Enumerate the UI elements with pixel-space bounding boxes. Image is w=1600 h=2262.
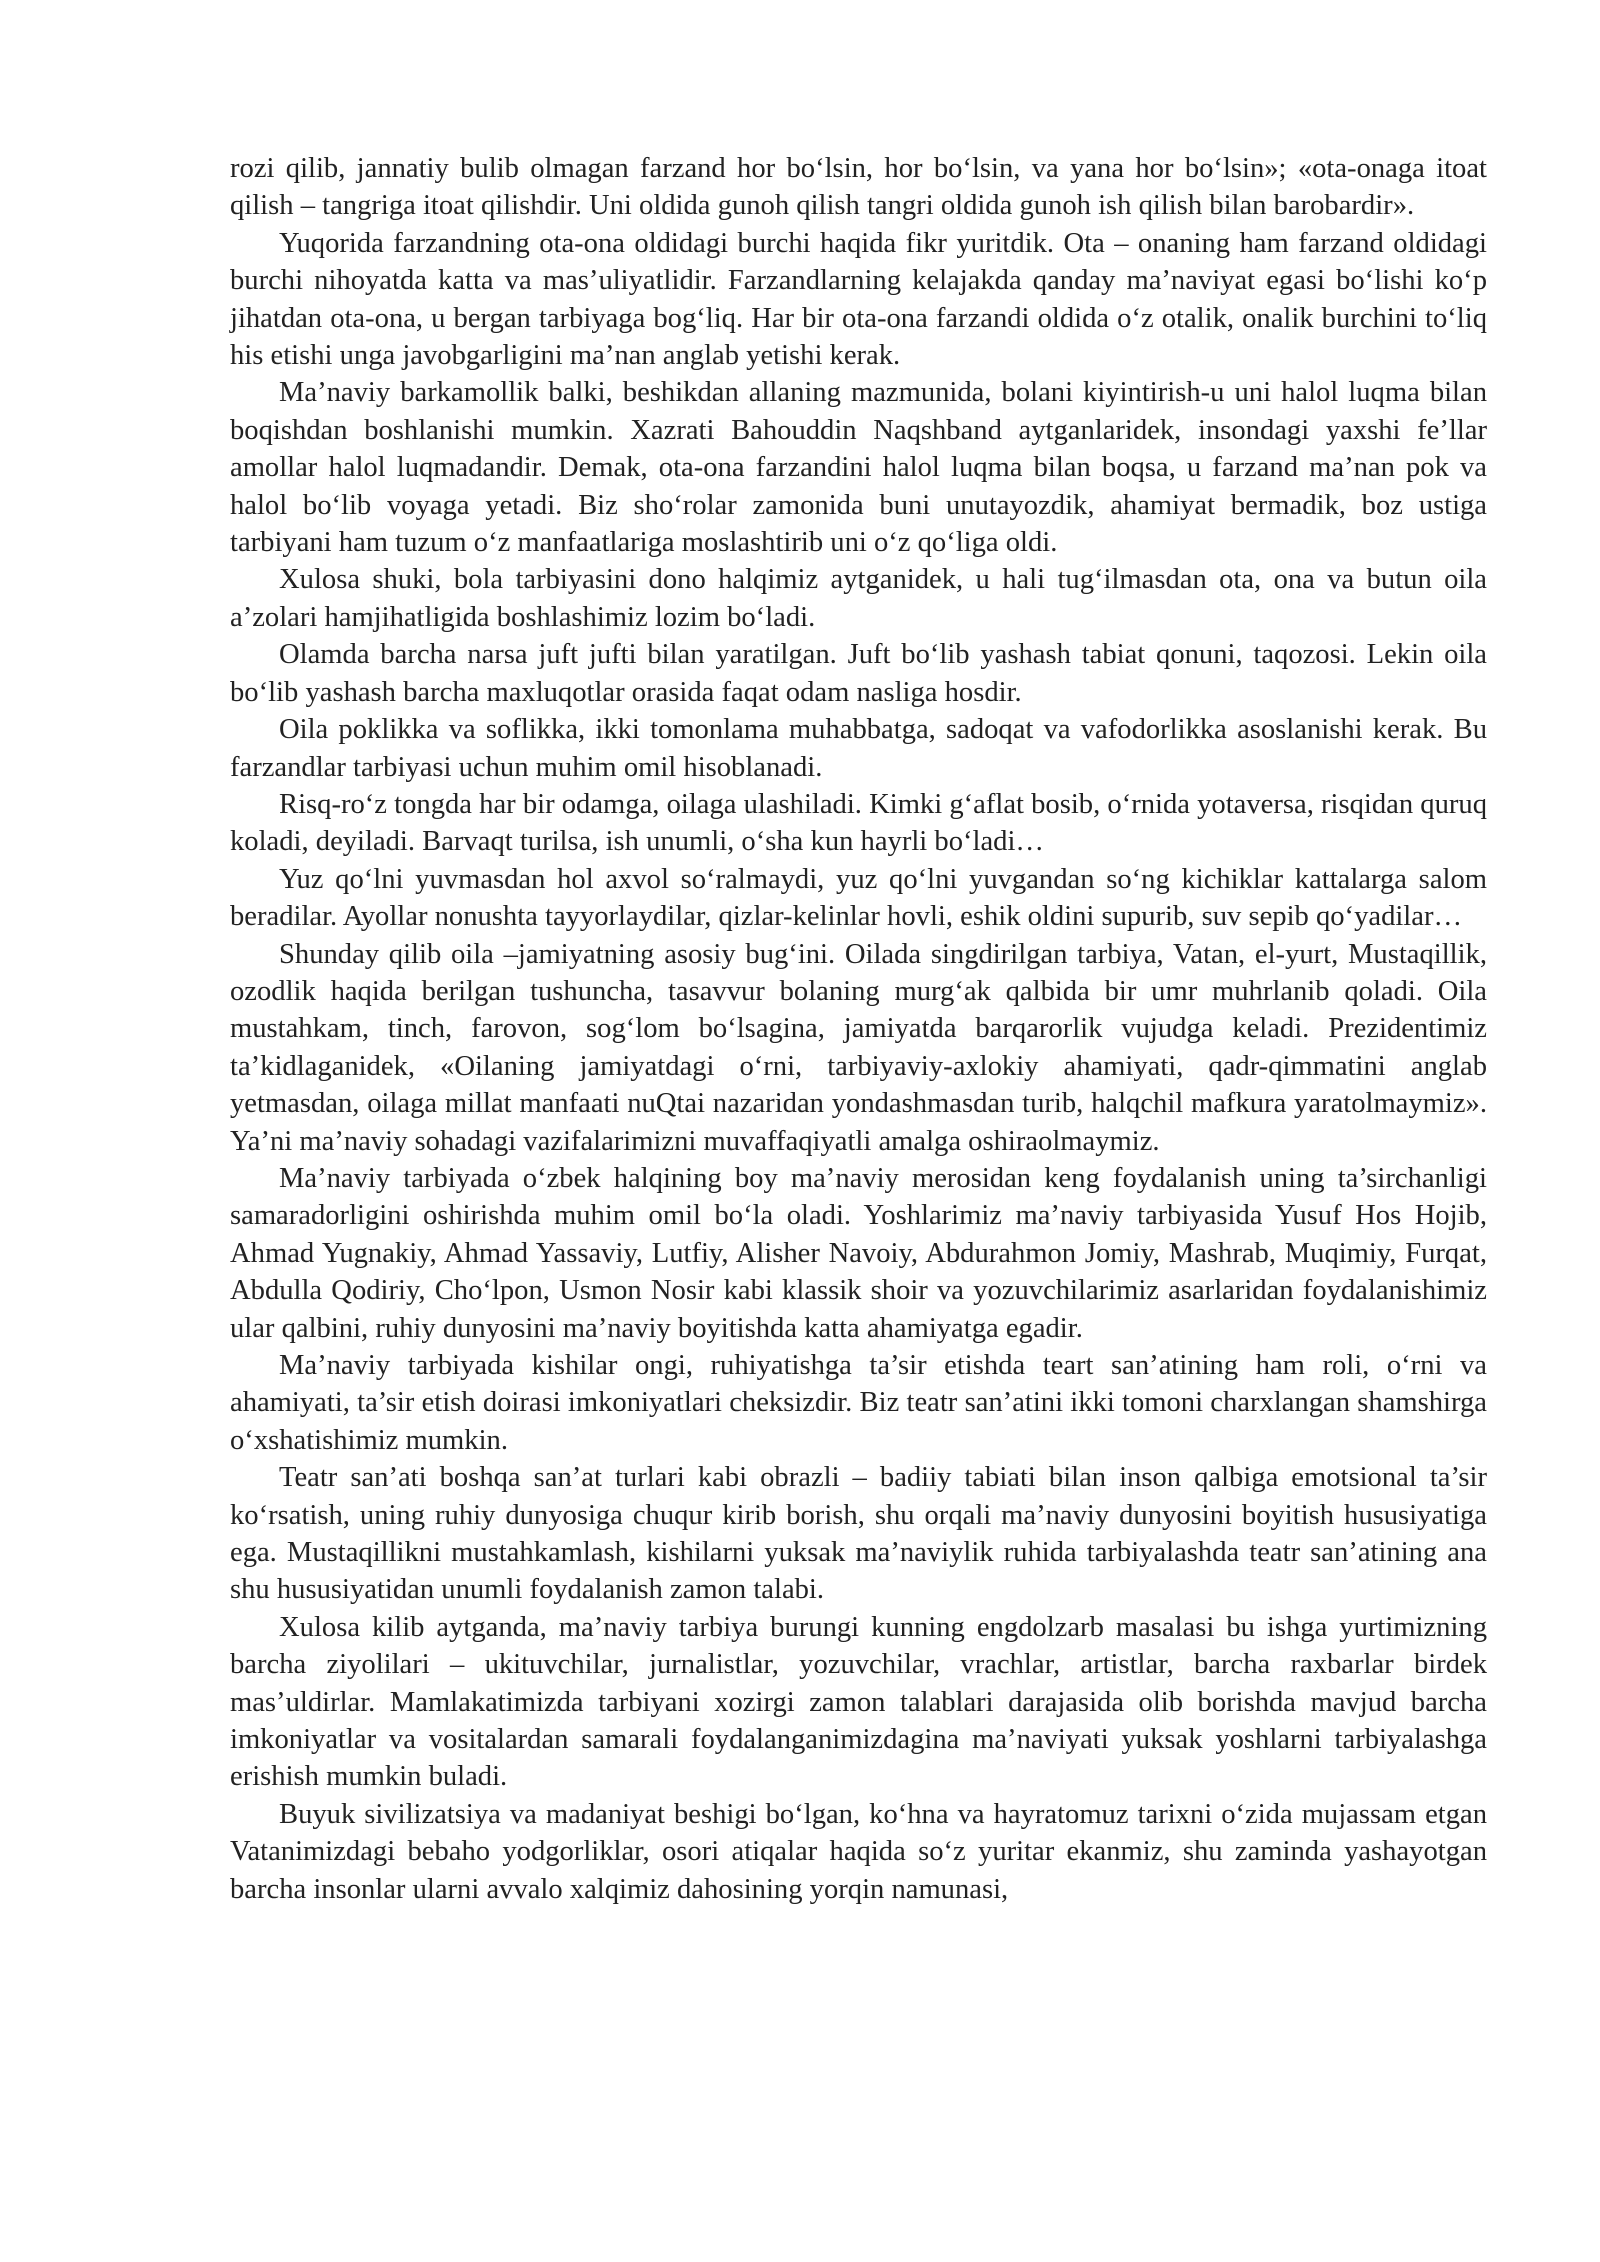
paragraph-14: Buyuk sivilizatsiya va madaniyat beshigi bo‘lgan, ko‘hna va hayratomuz tarixni o‘zida mujassam etgan Vatanimizdagi bebaho yodgorliklar, osori atiqalar haqida so‘z yuritar ekanmiz, shu zaminda yashayotgan barcha insonlar ularni avvalo xalqimiz dahosining yorqin namunasi,: [230, 1798, 1487, 1905]
paragraph-5: Olamda barcha narsa juft jufti bilan yaratilgan. Juft bo‘lib yashash tabiat qonuni, taqozosi. Lekin oila bo‘lib yashash barcha maxluqotlar orasida faqat odam nasliga hosdir.: [230, 639, 1487, 708]
paragraph-1: rozi qilib, jannatiy bulib olmagan farzand hor bo‘lsin, hor bo‘lsin, va yana hor bo‘lsin»; «ota-onaga itoat qilish – tangriga itoat qilishdir. Uni oldida gunoh qilish tangri oldida gunoh ish qilish bilan barobardir».: [230, 153, 1487, 222]
paragraph-8: Yuz qo‘lni yuvmasdan hol axvol so‘ralmaydi, yuz qo‘lni yuvgandan so‘ng kichiklar kattalarga salom beradilar. Ayollar nonushta tayyorlaydilar, qizlar-kelinlar hovli, eshik oldini supurib, suv sepib qo‘yadilar…: [230, 863, 1487, 933]
paragraph-2: Yuqorida farzandning ota-ona oldidagi burchi haqida fikr yuritdik. Ota – onaning ham farzand oldidagi burchi nihoyatda katta va mas’uliyatlidir. Farzandlarning kelajakda qanday ma’naviyat egasi bo‘lishi ko‘p jihatdan ota-ona, u bergan tarbiyaga bog‘liq. Har bir ota-ona farzandi oldida o‘z otalik, onalik burchini to‘liq his etishi unga javobgarligini ma’nan anglab yetishi kerak.: [230, 227, 1487, 372]
paragraph-4: Xulosa shuki, bola tarbiyasini dono halqimiz aytganidek, u hali tug‘ilmasdan ota, ona va butun oila a’zolari hamjihatligida boshlashimiz lozim bo‘ladi.: [230, 564, 1487, 633]
paragraph-10: Ma’naviy tarbiyada o‘zbek halqining boy ma’naviy merosidan keng foydalanish uning ta’sirchanligi samaradorligini oshirishda muhim omil bo‘la oladi. Yoshlarimiz ma’naviy tarbiyasida Yusuf Hos Hojib, Ahmad Yugnakiy, Ahmad Yassaviy, Lutfiy, Alisher Navoiy, Abdurahmon Jomiy, Mashrab, Muqimiy, Furqat, Abdulla Qodiriy, Cho‘lpon, Usmon Nosir kabi klassik shoir va yozuvchilarimiz asarlaridan foydalanishimiz ular qalbini, ruhiy dunyosini ma’naviy boyitishda katta ahamiyatga egadir.: [230, 1162, 1487, 1344]
paragraph-3: Ma’naviy barkamollik balki, beshikdan allaning mazmunida, bolani kiyintirish-u uni halol luqma bilan boqishdan boshlanishi mumkin. Xazrati Bahouddin Naqshband aytganlaridek, insondagi yaxshi fe’llar amollar halol luqmadandir. Demak, ota-ona farzandini halol luqma bilan boqsa, u farzand ma’nan pok va halol bo‘lib voyaga yetadi. Biz sho‘rolar zamonida buni unutayozdik, ahamiyat bermadik, boz ustiga tarbiyani ham tuzum o‘z manfaatlariga moslashtirib uni o‘z qo‘liga oldi.: [230, 377, 1487, 559]
paragraph-7: Risq-ro‘z tongda har bir odamga, oilaga ulashiladi. Kimki g‘aflat bosib, o‘rnida yotaversa, risqidan quruq koladi, deyiladi. Barvaqt turilsa, ish unumli, o‘sha kun hayrli bo‘ladi…: [230, 788, 1487, 858]
document-page: [230, 150, 1487, 1908]
paragraph-6: Oila poklikka va soflikka, ikki tomonlama muhabbatga, sadoqat va vafodorlikka asoslanishi kerak. Bu farzandlar tarbiyasi uchun muhim omil hisoblanadi.: [230, 714, 1487, 783]
paragraph-11: Ma’naviy tarbiyada kishilar ongi, ruhiyatishga ta’sir etishda teart san’atining ham roli, o‘rni va ahamiyati, ta’sir etish doirasi imkoniyatlari cheksizdir. Biz teatr san’atini ikki tomoni charxlangan shamshirga o‘xshatishimiz mumkin.: [230, 1350, 1487, 1456]
paragraph-9: Shunday qilib oila –jamiyatning asosiy bug‘ini. Oilada singdirilgan tarbiya, Vatan, el-yurt, Mustaqillik, ozodlik haqida berilgan tushuncha, tasavvur bolaning murg‘ak qalbida bir umr muhrlanib qoladi. Oila mustahkam, tinch, farovon, sog‘lom bo‘lsagina, jamiyatda barqarorlik vujudga keladi. Prezidentimiz ta’kidlaganidek, «Oilaning jamiyatdagi o‘rni, tarbiyaviy-axlokiy ahamiyati, qadr-qimmatini anglab yetmasdan, oilaga millat manfaati nuQtai nazaridan yondashmasdan turib, halqchil mafkura yaratolmaymiz». Ya’ni ma’naviy sohadagi vazifalarimizni muvaffaqiyatli amalga oshiraolmaymiz.: [230, 938, 1487, 1157]
paragraph-13: Xulosa kilib aytganda, ma’naviy tarbiya burungi kunning engdolzarb masalasi bu ishga yurtimizning barcha ziyolilari – ukituvchilar, jurnalistlar, yozuvchilar, vrachlar, artistlar, barcha raxbarlar birdek mas’uldirlar. Mamlakatimizda tarbiyani xozirgi zamon talablari darajasida olib borishda mavjud barcha imkoniyatlar va vositalardan samarali foydalanganimizdagina ma’naviyati yuksak yoshlarni tarbiyalashga erishish mumkin buladi.: [230, 1611, 1487, 1793]
paragraph-12: Teatr san’ati boshqa san’at turlari kabi obrazli – badiiy tabiati bilan inson qalbiga emotsional ta’sir ko‘rsatish, uning ruhiy dunyosiga chuqur kirib borish, shu orqali ma’naviy dunyosini boyitish hususiyatiga ega. Mustaqillikni mustahkamlash, kishilarni yuksak ma’naviylik ruhida tarbiyalashda teatr san’atining ana shu hususiyatidan unumli foydalanish zamon talabi.: [230, 1462, 1487, 1606]
